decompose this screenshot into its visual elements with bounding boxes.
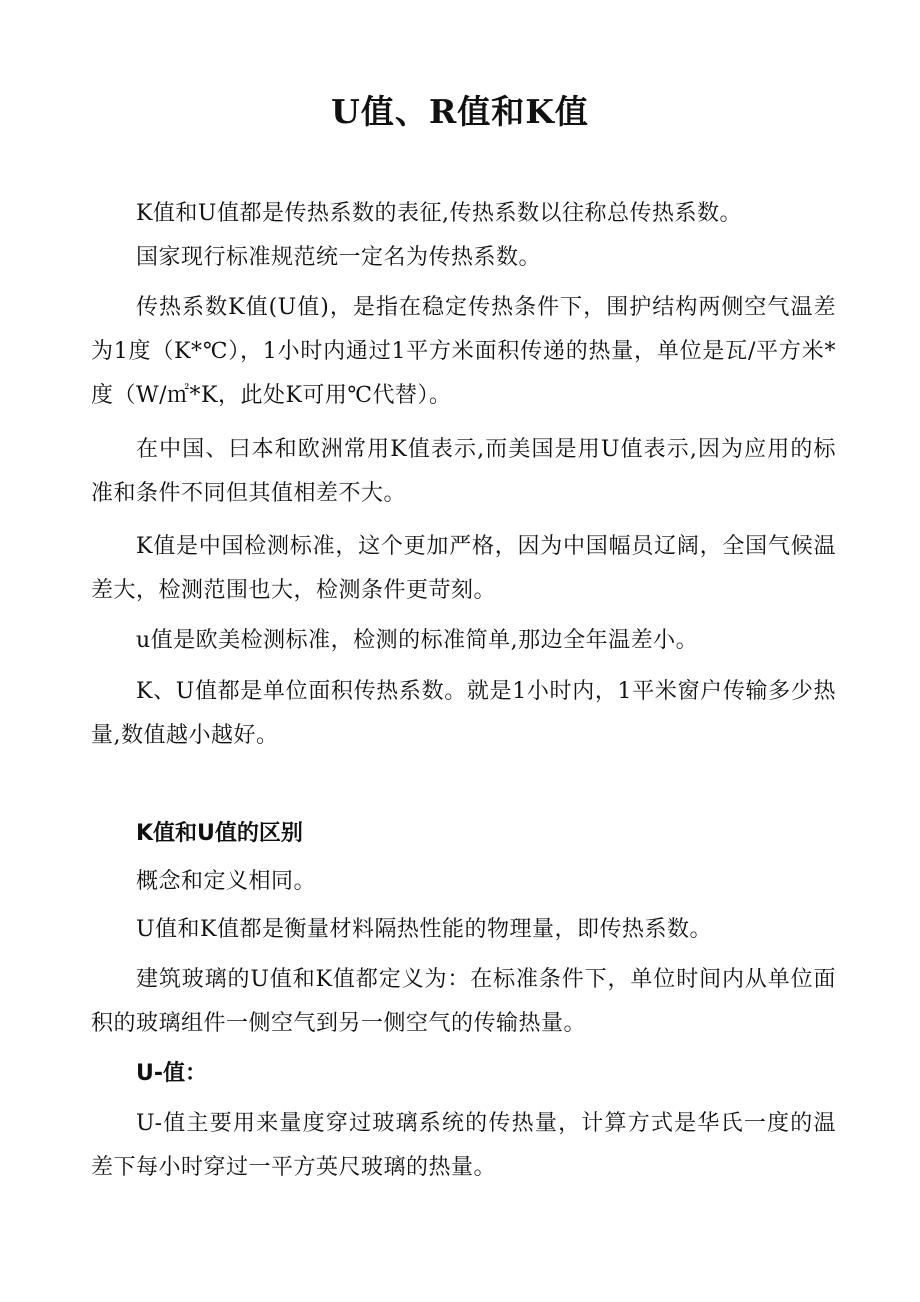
paragraph: U-值主要用来量度穿过玻璃系统的传热量，计算方式是华氏一度的温差下每小时穿过一平方英尺玻璃的热量。 — [91, 1111, 836, 1180]
document-title: U值、R值和K值 — [331, 92, 589, 131]
section-heading: K值和U值的区别 — [136, 821, 303, 846]
paragraph: u值是欧美检测标准，检测的标准简单,那边全年温差小。 — [136, 628, 699, 653]
paragraph: K值和U值都是传热系数的表征,传热系数以往称总传热系数。 — [136, 201, 742, 226]
paragraph: 在中国、曰本和欧洲常用K值表示,而美国是用U值表示,因为应用的标准和条件不同但其值相差不大。 — [91, 437, 836, 506]
subheading: U-值： — [136, 1061, 207, 1086]
paragraph: 建筑玻璃的U值和K值都定义为：在标准条件下，单位时间内从单位面积的玻璃组件一侧空气到另一侧空气的传输热量。 — [91, 967, 836, 1036]
paragraph: K、U值都是单位面积传热系数。就是1小时内，1平米窗户传输多少热量,数值越小越好。 — [91, 679, 836, 748]
paragraph: 概念和定义相同。 — [136, 869, 317, 894]
paragraph: 传热系数K值(U值)，是指在稳定传热条件下，围护结构两侧空气温差为1度（K*℃），1小时内通过1平方米面积传递的热量，单位是瓦/平方米*度（W/㎡*K，此处K可用℃代替）。 — [91, 295, 836, 408]
paragraph: U值和K值都是衡量材料隔热性能的物理量，即传热系数。 — [136, 917, 712, 942]
paragraph: K值是中国检测标准，这个更加严格，因为中国幅员辽阔，全国气候温差大，检测范围也大，检测条件更苛刻。 — [91, 534, 836, 603]
paragraph: 国家现行标准规范统一定名为传热系数。 — [136, 245, 542, 270]
